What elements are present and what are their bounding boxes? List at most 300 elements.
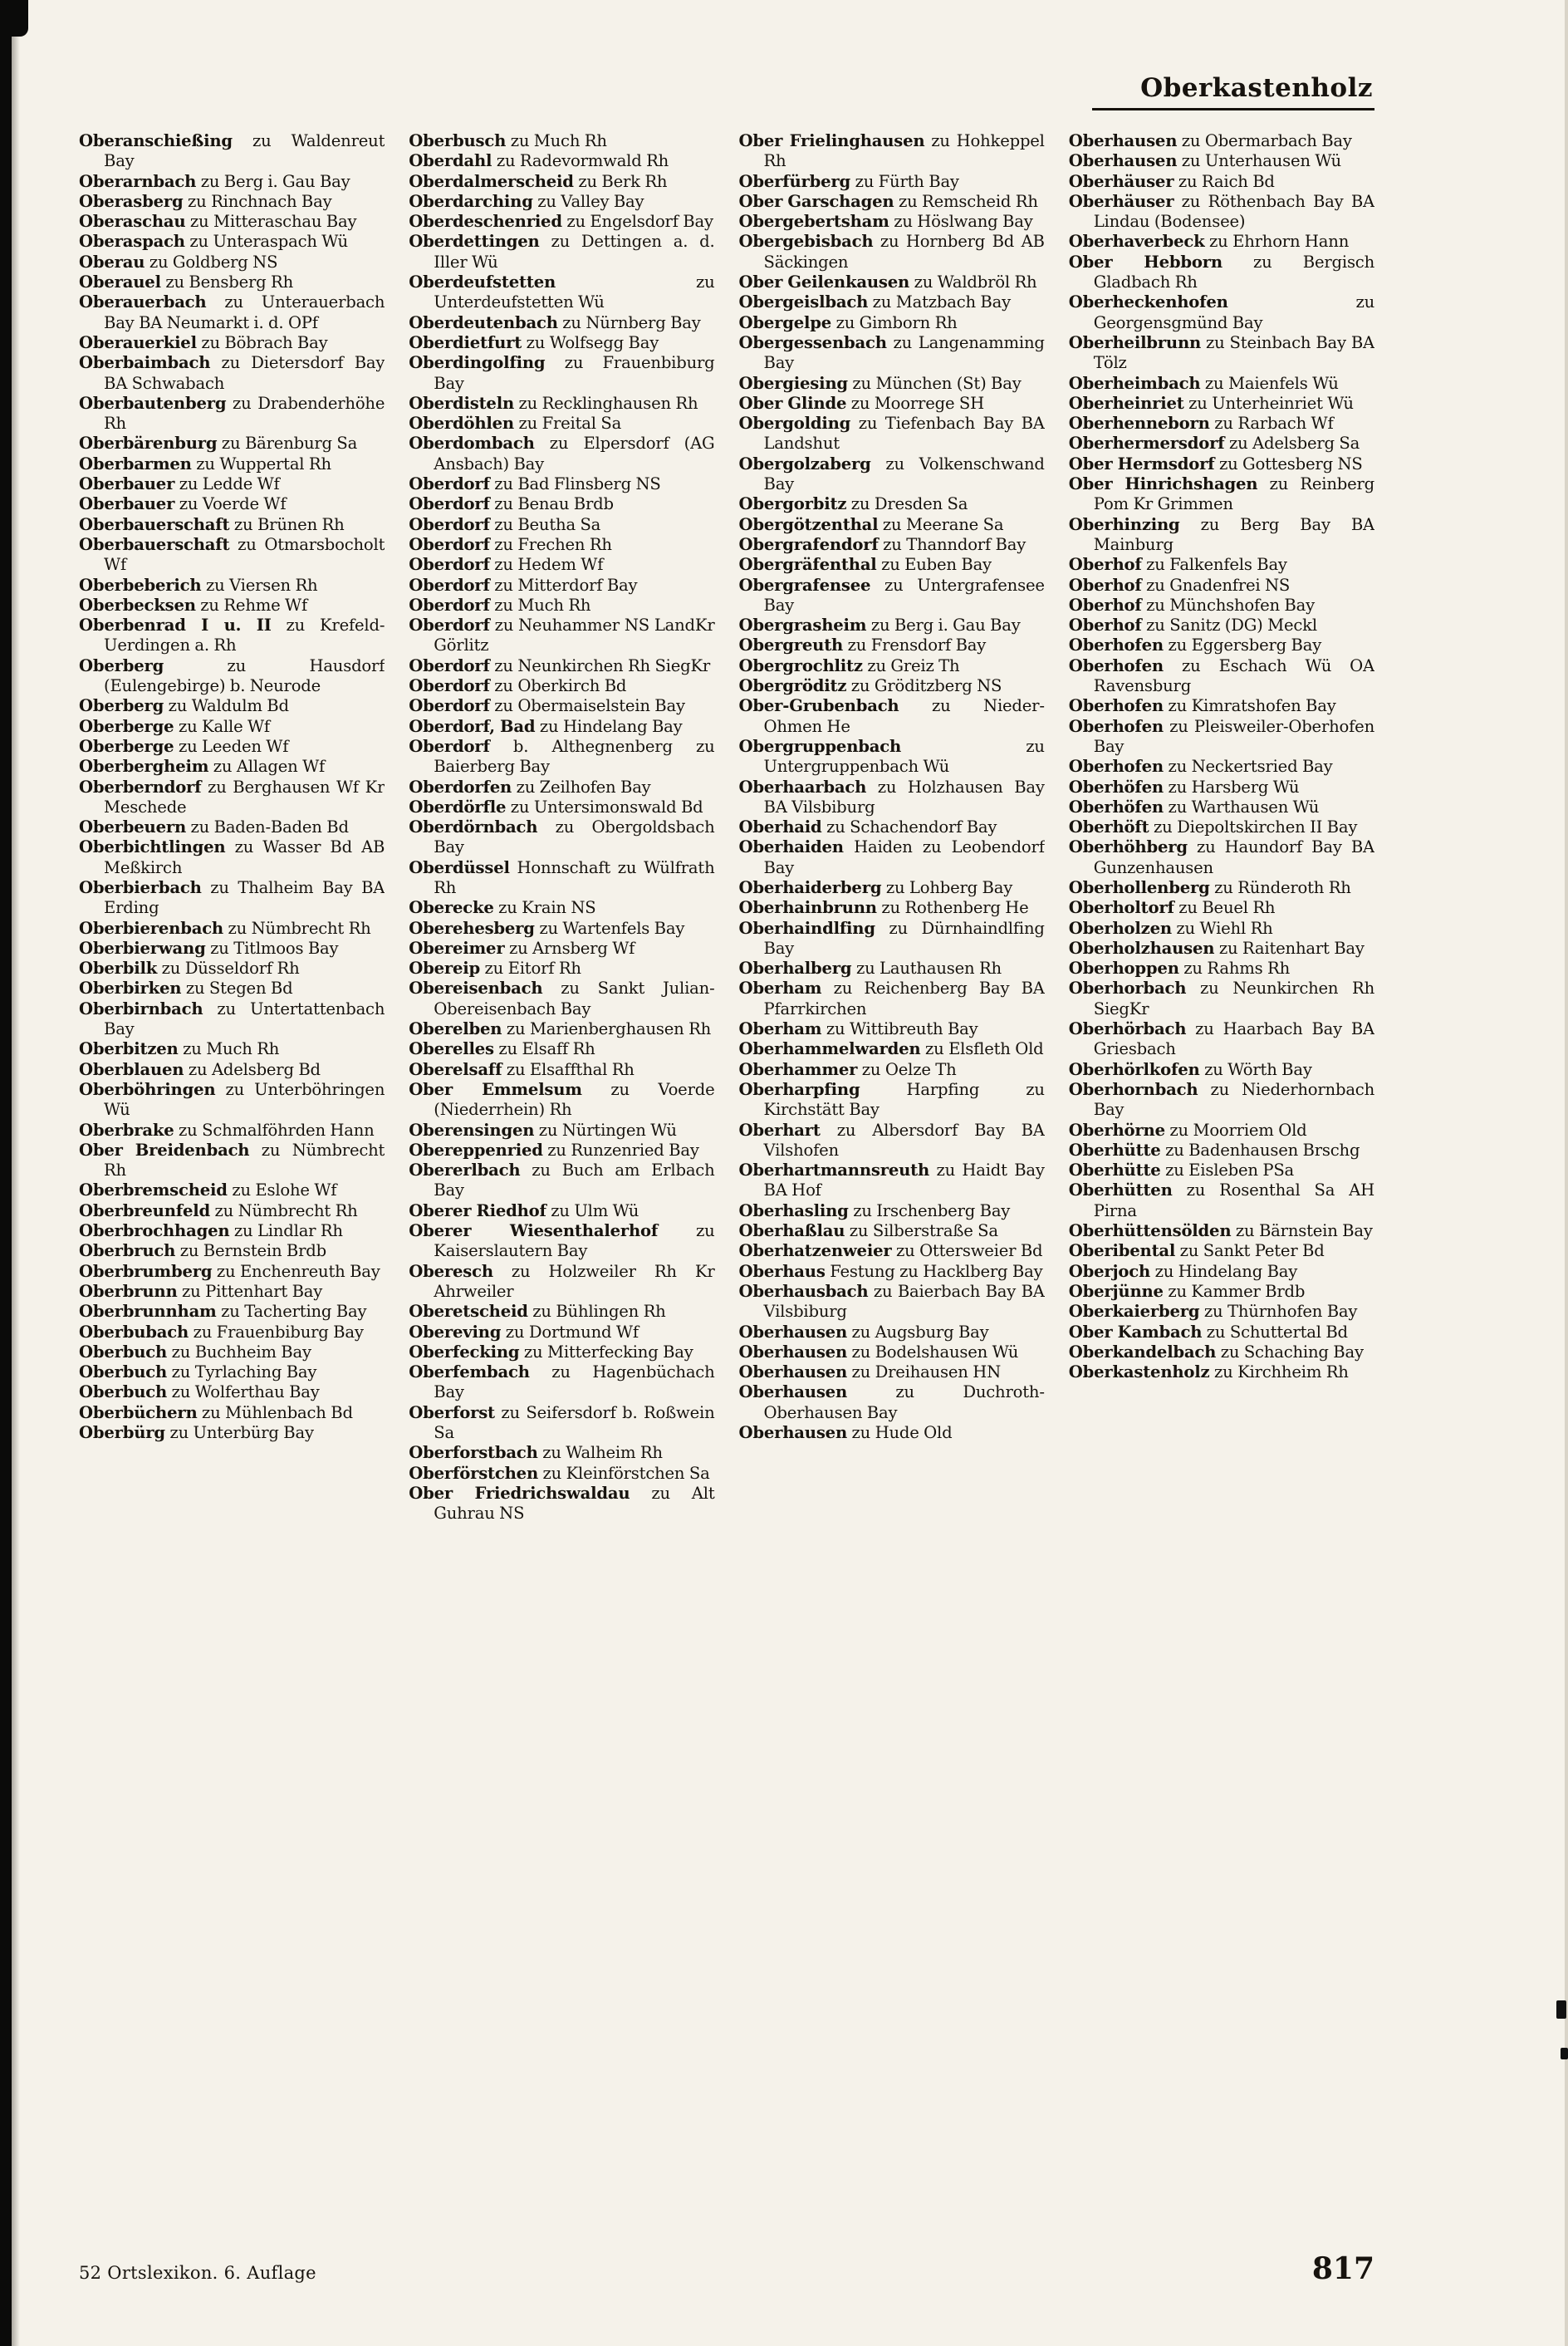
entry-headword: Obergrochlitz (738, 655, 863, 675)
entry-headword: Obergröditz (738, 676, 847, 696)
entry-headword: Oberhainbrunn (738, 898, 877, 918)
entry-headword: Oberhartmannsreuth (738, 1161, 930, 1180)
dictionary-entry: Oberbirnbach zu Untertattenbach Bay (79, 999, 385, 1039)
entry-headword: Oberheimbach (1068, 373, 1201, 393)
entry-headword: Oberbruch (79, 1241, 176, 1261)
dictionary-entry: Oberibental zu Sankt Peter Bd (1068, 1241, 1325, 1261)
dictionary-entry: Oberdorf zu Beutha Sa (409, 514, 601, 534)
entry-headword: Oberhütte (1068, 1140, 1161, 1160)
dictionary-entry: Oberhausen zu Hude Old (738, 1423, 953, 1442)
entry-headword: Oberhausen (1068, 131, 1178, 150)
dict-column (79, 131, 385, 2228)
entry-headword: Oberfürberg (738, 171, 851, 191)
dictionary-entry: Ober Emmelsum zu Voerde (Niederrhein) Rh (409, 1079, 715, 1120)
dictionary-entry: Obergröditz zu Gröditzberg NS (738, 676, 1002, 696)
entry-headword: Oberharpfing (738, 1079, 860, 1099)
dictionary-entry: Oberhausen zu Augsburg Bay (738, 1322, 989, 1342)
entry-headword: Oberkandelbach (1068, 1342, 1217, 1362)
dictionary-entry: Oberau zu Goldberg NS (79, 252, 278, 272)
dictionary-entry: Oberhofen zu Eschach Wü OA Ravensburg (1068, 655, 1374, 696)
entry-headword: Oberhausen (738, 1322, 847, 1342)
dictionary-entry: Oberauerkiel zu Böbrach Bay (79, 332, 328, 352)
dictionary-entry: Oberdingolfing zu Frauenbiburg Bay (409, 353, 715, 393)
dictionary-entry: Oberheckenhofen zu Georgensgmünd Bay (1068, 292, 1374, 332)
entry-headword: Oberbichtlingen (79, 837, 226, 857)
entry-headword: Ober Emmelsum (409, 1079, 582, 1099)
dictionary-entry: Obergrasheim zu Berg i. Gau Bay (738, 616, 1021, 636)
entry-headword: Oberhausen (1068, 151, 1178, 171)
entry-headword: Oberdorf (409, 616, 490, 636)
dictionary-entry: Oberhausbach zu Baierbach Bay BA Vilsbiburg (738, 1281, 1045, 1322)
entry-headword: Oberetscheid (409, 1302, 528, 1322)
entry-headword: Oberforstbach (409, 1443, 538, 1463)
entry-headword: Oberbirnbach (79, 999, 203, 1018)
dictionary-entry: Oberbrake zu Schmalföhrden Hann (79, 1120, 375, 1140)
entry-headword: Oberhaindlfing (738, 918, 875, 938)
dictionary-entry: Oberhof zu Münchshofen Bay (1068, 595, 1315, 615)
entry-headword: Oberelles (409, 1039, 494, 1059)
dictionary-entry: Oberdorf zu Obermaiselstein Bay (409, 696, 685, 716)
entry-headword: Oberhütte (1068, 1161, 1161, 1180)
dictionary-entry: Oberdorf b. Althegnenberg zu Baierberg Bay (409, 736, 715, 777)
dictionary-entry: Oberfecking zu Mitterfecking Bay (409, 1342, 693, 1362)
dictionary-entry: Oberjoch zu Hindelang Bay (1068, 1261, 1298, 1281)
dict-column (739, 131, 1045, 2228)
dictionary-entry: Oberhammelwarden zu Elsfleth Old (738, 1039, 1044, 1059)
entry-headword: Oberauerkiel (79, 332, 197, 352)
dictionary-entry: Ober Geilenkausen zu Waldbröl Rh (738, 272, 1037, 292)
dictionary-entry: Obergorbitz zu Dresden Sa (738, 494, 968, 514)
dictionary-entry: Oberbautenberg zu Drabenderhöhe Rh (79, 393, 385, 434)
dictionary-entry: Oberberg zu Hausdorf (Eulengebirge) b. Neurode (79, 655, 385, 696)
dictionary-entry: Oberdörfle zu Untersimonswald Bd (409, 797, 703, 817)
entry-headword: Oberfembach (409, 1362, 530, 1382)
dictionary-entry: Oberham zu Reichenberg Bay BA Pfarrkirchen (738, 979, 1045, 1018)
dictionary-entry: Oberesch zu Holzweiler Rh Kr Ahrweiler (409, 1261, 715, 1301)
entry-headword: Oberhöfen (1068, 797, 1164, 817)
page-content (79, 73, 1374, 2286)
dictionary-entry: Oberdombach zu Elpersdorf (AG Ansbach) Bay (409, 434, 715, 474)
dictionary-entry: Oberfembach zu Hagenbüchach Bay (409, 1362, 715, 1402)
entry-headword: Oberhof (1068, 595, 1142, 615)
entry-headword: Oberhaiderberg (738, 877, 882, 897)
dictionary-entry: Oberauel zu Bensberg Rh (79, 272, 294, 292)
entry-headword: Oberhofen (1068, 757, 1164, 777)
dictionary-entry: Oberharpfing Harpfing zu Kirchstätt Bay (738, 1079, 1045, 1120)
dictionary-entry: Oberberge zu Kalle Wf (79, 716, 270, 736)
dictionary-entry: Obergeislbach zu Matzbach Bay (738, 292, 1011, 312)
dictionary-entry: Oberbauer zu Voerde Wf (79, 494, 287, 514)
dictionary-entry: Oberjünne zu Kammer Brdb (1068, 1281, 1306, 1301)
dictionary-entry: Oberhütten zu Rosenthal Sa AH Pirna (1068, 1180, 1374, 1220)
dictionary-entry: Oberholzen zu Wiehl Rh (1068, 918, 1273, 938)
entry-headword: Oberbeberich (79, 575, 202, 595)
entry-headword: Oberbrochhagen (79, 1221, 230, 1241)
entry-headword: Oberhinzing (1068, 514, 1180, 534)
dictionary-entry: Oberdettingen zu Dettingen a. d. Iller Wü (409, 232, 715, 272)
entry-headword: Ober Geilenkausen (738, 272, 910, 292)
entry-headword: Oberhaarbach (738, 777, 867, 797)
dictionary-entry: Oberelben zu Marienberghausen Rh (409, 1019, 712, 1039)
dictionary-entry: Obergolding zu Tiefenbach Bay BA Landshut (738, 414, 1045, 454)
dictionary-entry: Oberbrochhagen zu Lindlar Rh (79, 1221, 343, 1241)
dictionary-entry: Obergessenbach zu Langenamming Bay (738, 332, 1045, 373)
dictionary-entry: Obergruppenbach zu Untergruppenbach Wü (738, 736, 1045, 777)
dictionary-entry: Oberdöhlen zu Freital Sa (409, 414, 622, 434)
dictionary-entry: Oberbuch zu Tyrlaching Bay (79, 1362, 317, 1382)
dictionary-entry: Oberhausen zu Dreihausen HN (738, 1362, 1002, 1382)
dictionary-entry: Oberkaierberg zu Thürnhofen Bay (1068, 1302, 1358, 1322)
dictionary-entry: Oberhöfen zu Warthausen Wü (1068, 797, 1320, 817)
entry-headword: Oberbierbach (79, 877, 202, 897)
entry-headword: Oberhofen (1068, 655, 1164, 675)
entry-headword: Oberauel (79, 272, 161, 292)
dictionary-entry: Oberbrumberg zu Enchenreuth Bay (79, 1261, 380, 1281)
dictionary-entry: Ober Hinrichshagen zu Reinberg Pom Kr Grimmen (1068, 474, 1374, 514)
dictionary-entry: Oberhornbach zu Niederhornbach Bay (1068, 1079, 1374, 1120)
dictionary-entry: Oberhörne zu Moorriem Old (1068, 1120, 1307, 1140)
ink-speck (1556, 2000, 1566, 2019)
entry-headword: Oberböhringen (79, 1079, 216, 1099)
dictionary-entry: Oberbrunn zu Pittenhart Bay (79, 1281, 323, 1301)
dictionary-entry: Oberbusch zu Much Rh (409, 131, 607, 150)
entry-headword: Oberhenneborn (1068, 414, 1210, 434)
entry-headword: Oberhaßlau (738, 1221, 845, 1241)
running-head (79, 73, 1374, 111)
entry-headword: Oberbirken (79, 979, 182, 999)
entry-headword: Oberbautenberg (79, 393, 227, 413)
entry-headword: Oberbüchern (79, 1402, 198, 1422)
dictionary-entry: Oberbergheim zu Allagen Wf (79, 757, 326, 777)
entry-headword: Oberdorf (409, 676, 490, 696)
scan-edge-artifact-right (1565, 0, 1568, 2346)
entry-headword: Oberhermersdorf (1068, 434, 1225, 454)
dictionary-entry: Oberhöft zu Diepoltskirchen II Bay (1068, 817, 1358, 837)
entry-headword: Obergötzenthal (738, 514, 879, 534)
dictionary-entry: Oberbichtlingen zu Wasser Bd AB Meßkirch (79, 837, 385, 877)
entry-headword: Oberbusch (409, 131, 507, 150)
entry-headword: Ober Friedrichswaldau (409, 1483, 630, 1503)
dictionary-entry: Obergrafensee zu Untergrafensee Bay (738, 575, 1045, 615)
dictionary-entry: Oberensingen zu Nürtingen Wü (409, 1120, 677, 1140)
dictionary-entry: Oberbärenburg zu Bärenburg Sa (79, 434, 358, 454)
scan-edge-artifact-left (0, 0, 12, 2346)
dictionary-entry: Oberbenrad I u. II zu Krefeld-Uerdingen a. Rh (79, 616, 385, 655)
dictionary-entry: Oberhofen zu Eggersberg Bay (1068, 636, 1322, 655)
entry-headword: Oberbarmen (79, 454, 192, 474)
entry-headword: Obergelpe (738, 312, 832, 332)
dictionary-entry: Oberaschau zu Mitteraschau Bay (79, 212, 357, 232)
dictionary-entry: Oberbeberich zu Viersen Rh (79, 575, 318, 595)
entry-headword: Oberhorbach (1068, 979, 1187, 999)
entry-headword: Oberkastenholz (1068, 1362, 1210, 1382)
entry-headword: Oberbauer (79, 474, 175, 494)
dictionary-entry: Oberhasling zu Irschenberg Bay (738, 1200, 1011, 1220)
dictionary-entry: Oberhartmannsreuth zu Haidt Bay BA Hof (738, 1161, 1045, 1200)
entry-headword: Oberhaid (738, 817, 822, 837)
entry-headword: Oberbauerschaft (79, 514, 230, 534)
entry-headword: Oberdietfurt (409, 332, 522, 352)
dictionary-entry: Oberer Riedhof zu Ulm Wü (409, 1200, 639, 1220)
entry-headword: Ober Glinde (738, 393, 847, 413)
entry-headword: Oberbrunn (79, 1281, 178, 1301)
dictionary-entry: Oberbuch zu Wolferthau Bay (79, 1382, 320, 1402)
entry-headword: Oberham (738, 1019, 822, 1039)
entry-headword: Oberhausbach (738, 1281, 869, 1301)
entry-headword: Oberhöhberg (1068, 837, 1188, 857)
dictionary-entry: Oberhainbrunn zu Rothenberg He (738, 898, 1029, 918)
entry-headword: Oberberg (79, 655, 164, 675)
dictionary-entry: Oberbauer zu Ledde Wf (79, 474, 280, 494)
dictionary-entry: Oberbrunnham zu Tacherting Bay (79, 1302, 367, 1322)
entry-headword: Oberhöft (1068, 817, 1149, 837)
entry-headword: Oberberge (79, 736, 174, 756)
dictionary-entry: Obergebisbach zu Hornberg Bd AB Säckingen (738, 232, 1045, 272)
entry-headword: Obergolding (738, 414, 851, 434)
dictionary-entry: Oberhöhberg zu Haundorf Bay BA Gunzenhausen (1068, 837, 1374, 877)
entry-headword: Ober Hinrichshagen (1068, 474, 1258, 494)
entry-headword: Oberforst (409, 1402, 495, 1422)
dictionary-entry: Oberbaimbach zu Dietersdorf Bay BA Schwabach (79, 353, 385, 393)
entry-headword: Oberheinriet (1068, 393, 1184, 413)
dict-column (1069, 131, 1374, 2228)
dictionary-entry: Oberhorbach zu Neunkirchen Rh SiegKr (1068, 979, 1374, 1018)
dictionary-entry: Oberbeuern zu Baden-Baden Bd (79, 817, 349, 837)
dictionary-entry: Oberholzhausen zu Raitenhart Bay (1068, 938, 1365, 958)
dictionary-entry: Oberhaßlau zu Silberstraße Sa (738, 1221, 998, 1241)
dictionary-columns (79, 131, 1374, 2228)
entry-headword: Oberehesberg (409, 918, 535, 938)
scan-corner-artifact (0, 0, 28, 37)
entry-headword: Ober Hebborn (1068, 252, 1223, 272)
entry-headword: Oberdahl (409, 151, 492, 171)
dictionary-entry: Obergebertsham zu Höslwang Bay (738, 212, 1033, 232)
entry-headword: Oberdorf (409, 534, 490, 554)
entry-headword: Oberdorf (409, 555, 490, 575)
entry-headword: Oberdorf (409, 474, 490, 494)
entry-headword: Oberauerbach (79, 292, 207, 312)
dictionary-entry: Oberhoppen zu Rahms Rh (1068, 959, 1290, 979)
entry-headword: Oberhausen (738, 1423, 847, 1442)
entry-headword: Oberelben (409, 1019, 502, 1039)
dictionary-entry: Oberhausen zu Unterhausen Wü (1068, 151, 1341, 171)
dictionary-entry: Oberdorf zu Bad Flinsberg NS (409, 474, 661, 494)
dictionary-entry: Oberdorf zu Oberkirch Bd (409, 676, 627, 696)
dictionary-entry: Oberhausen zu Bodelshausen Wü (738, 1342, 1019, 1362)
entry-headword: Oberdorf (409, 595, 490, 615)
entry-headword: Oberhöfen (1068, 777, 1164, 797)
dictionary-entry: Oberholtorf zu Beuel Rh (1068, 898, 1276, 918)
dictionary-entry: Oberarnbach zu Berg i. Gau Bay (79, 171, 350, 191)
entry-headword: Oberarnbach (79, 171, 197, 191)
entry-headword: Oberer Wiesenthalerhof (409, 1221, 659, 1241)
entry-headword: Obergruppenbach (738, 736, 902, 756)
dictionary-entry: Oberböhringen zu Unterböhringen Wü (79, 1079, 385, 1120)
entry-headword: Oberhof (1068, 555, 1142, 575)
scan-edge-shadow (12, 0, 20, 2346)
entry-headword: Oberbauerschaft (79, 534, 230, 554)
dictionary-entry: Oberhollenberg zu Ründeroth Rh (1068, 877, 1351, 897)
dictionary-entry: Ober-Grubenbach zu Nieder-Ohmen He (738, 696, 1045, 736)
dictionary-entry: Oberhofen zu Kimratshofen Bay (1068, 696, 1336, 716)
dictionary-entry: Oberhäuser zu Röthenbach Bay BA Lindau (Bodensee) (1068, 191, 1374, 232)
entry-headword: Oberhammelwarden (738, 1039, 921, 1059)
entry-headword: Obergessenbach (738, 332, 887, 352)
entry-headword: Oberhollenberg (1068, 877, 1210, 897)
dictionary-entry: Obergolzaberg zu Volkenschwand Bay (738, 454, 1045, 494)
dictionary-entry: Oberdorf, Bad zu Hindelang Bay (409, 716, 683, 736)
dictionary-entry: Oberdarching zu Valley Bay (409, 191, 644, 211)
entry-headword: Oberbuch (79, 1362, 168, 1382)
dictionary-entry: Oberdorf zu Mitterdorf Bay (409, 575, 638, 595)
entry-headword: Oberfecking (409, 1342, 520, 1362)
dictionary-entry: Oberdorf zu Neuhammer NS LandKr Görlitz (409, 616, 715, 655)
dictionary-entry: Oberdisteln zu Recklinghausen Rh (409, 393, 698, 413)
entry-headword: Oberdorf (409, 494, 490, 514)
dictionary-entry: Oberhof zu Falkenfels Bay (1068, 555, 1287, 575)
dictionary-entry: Oberförstchen zu Kleinförstchen Sa (409, 1463, 710, 1483)
dictionary-entry: Oberhütte zu Eisleben PSa (1068, 1161, 1295, 1180)
entry-headword: Oberdorf (409, 655, 490, 675)
entry-headword: Oberhoppen (1068, 959, 1179, 979)
dictionary-entry: Obergrafendorf zu Thanndorf Bay (738, 534, 1027, 554)
entry-headword: Oberhüttensölden (1068, 1221, 1232, 1241)
entry-headword: Oberhofen (1068, 716, 1164, 736)
entry-headword: Oberdörnbach (409, 817, 538, 837)
dictionary-entry: Oberbüchern zu Mühlenbach Bd (79, 1402, 353, 1422)
entry-headword: Oberblauen (79, 1059, 184, 1079)
entry-headword: Obergreuth (738, 636, 844, 655)
dictionary-entry: Oberhaid zu Schachendorf Bay (738, 817, 997, 837)
entry-headword: Oberer Riedhof (409, 1200, 546, 1220)
entry-headword: Oberdalmerscheid (409, 171, 574, 191)
entry-headword: Oberbubach (79, 1322, 189, 1342)
entry-headword: Oberdarching (409, 191, 533, 211)
dictionary-entry: Ober Glinde zu Moorrege SH (738, 393, 984, 413)
entry-headword: Oberhausen (738, 1362, 847, 1382)
entry-headword: Oberbuch (79, 1382, 168, 1402)
entry-headword: Oberelsaff (409, 1059, 502, 1079)
dictionary-entry: Oberdorf zu Frechen Rh (409, 534, 612, 554)
dictionary-entry: Oberdorf zu Much Rh (409, 595, 591, 615)
entry-headword: Oberdorfen (409, 777, 512, 797)
entry-headword: Oberdombach (409, 434, 535, 454)
entry-headword: Oberhatzenweier (738, 1241, 892, 1261)
dictionary-entry: Ober Breidenbach zu Nümbrecht Rh (79, 1140, 385, 1180)
entry-headword: Obereving (409, 1322, 502, 1342)
dictionary-entry: Oberanschießing zu Waldenreut Bay (79, 131, 385, 171)
dictionary-entry: Oberhöfen zu Harsberg Wü (1068, 777, 1300, 797)
page-number: 817 (1311, 2251, 1374, 2286)
dictionary-entry: Oberdeschenried zu Engelsdorf Bay (409, 212, 713, 232)
entry-headword: Ober Breidenbach (79, 1140, 250, 1160)
dictionary-entry: Oberdorf zu Hedem Wf (409, 555, 604, 575)
dictionary-entry: Oberhörlkofen zu Wörth Bay (1068, 1059, 1312, 1079)
dictionary-entry: Oberdalmerscheid zu Berk Rh (409, 171, 668, 191)
dictionary-entry: Obereimer zu Arnsberg Wf (409, 938, 635, 958)
dictionary-entry: Obergrochlitz zu Greiz Th (738, 655, 960, 675)
entry-headword: Oberhammer (738, 1059, 858, 1079)
entry-headword: Oberberge (79, 716, 174, 736)
entry-headword: Oberhörne (1068, 1120, 1165, 1140)
dictionary-entry: Oberehesberg zu Wartenfels Bay (409, 918, 685, 938)
entry-headword: Oberdeschenried (409, 212, 562, 232)
entry-headword: Oberhaiden (738, 837, 844, 857)
entry-headword: Oberbrunnham (79, 1302, 217, 1322)
entry-headword: Ober Frielinghausen (738, 131, 925, 150)
entry-headword: Obergebertsham (738, 212, 889, 232)
entry-headword: Oberhaus (738, 1261, 826, 1281)
dictionary-entry: Oberdorfen zu Zeilhofen Bay (409, 777, 651, 797)
dictionary-entry: Oberkandelbach zu Schaching Bay (1068, 1342, 1364, 1362)
entry-headword: Oberasberg (79, 191, 184, 211)
entry-headword: Oberbreunfeld (79, 1200, 210, 1220)
dictionary-entry: Oberbauerschaft zu Otmarsbocholt Wf (79, 534, 385, 575)
entry-headword: Oberbilk (79, 959, 158, 979)
entry-headword: Oberjoch (1068, 1261, 1151, 1281)
entry-headword: Oberdorf (409, 696, 490, 716)
dictionary-entry: Oberforstbach zu Walheim Rh (409, 1443, 663, 1463)
dictionary-entry: Oberhäuser zu Raich Bd (1068, 171, 1275, 191)
entry-headword: Oberhart (738, 1120, 821, 1140)
dictionary-entry: Oberdüssel Honnschaft zu Wülfrath Rh (409, 857, 715, 897)
entry-headword: Oberbergheim (79, 757, 209, 777)
entry-headword: Obererlbach (409, 1161, 521, 1180)
dictionary-entry: Oberhaindlfing zu Dürnhaindlfing Bay (738, 918, 1045, 958)
dictionary-entry: Oberdietfurt zu Wolfsegg Bay (409, 332, 659, 352)
entry-headword: Oberbaimbach (79, 353, 211, 373)
dictionary-entry: Oberhart zu Albersdorf Bay BA Vilshofen (738, 1120, 1045, 1160)
entry-headword: Oberbrumberg (79, 1261, 213, 1281)
entry-headword: Oberesch (409, 1261, 493, 1281)
entry-headword: Oberhofen (1068, 696, 1164, 716)
entry-headword: Oberecke (409, 898, 494, 918)
entry-headword: Oberjünne (1068, 1281, 1164, 1301)
entry-headword: Oberhofen (1068, 636, 1164, 655)
entry-headword: Oberhörlkofen (1068, 1059, 1200, 1079)
entry-headword: Oberkaierberg (1068, 1302, 1200, 1322)
dictionary-entry: Oberhaiderberg zu Lohberg Bay (738, 877, 1013, 897)
dictionary-entry: Oberfürberg zu Fürth Bay (738, 171, 959, 191)
dictionary-entry: Obergreuth zu Frensdorf Bay (738, 636, 987, 655)
entry-headword: Obergorbitz (738, 494, 847, 514)
dictionary-entry: Obereisenbach zu Sankt Julian-Obereisenbach Bay (409, 979, 715, 1018)
dictionary-entry: Oberhof zu Sanitz (DG) Meckl (1068, 616, 1317, 636)
entry-headword: Oberholzhausen (1068, 938, 1215, 958)
entry-headword: Oberdörfle (409, 797, 507, 817)
dictionary-entry: Oberbauerschaft zu Brünen Rh (79, 514, 345, 534)
dictionary-entry: Oberdorf zu Neunkirchen Rh SiegKr (409, 655, 711, 675)
dictionary-entry: Oberbirken zu Stegen Bd (79, 979, 293, 999)
dictionary-entry: Ober Garschagen zu Remscheid Rh (738, 191, 1038, 211)
running-head-word: Oberkastenholz (1092, 73, 1374, 110)
dictionary-entry: Ober Frielinghausen zu Hohkeppel Rh (738, 131, 1045, 171)
dictionary-entry: Oberasberg zu Rinchnach Bay (79, 191, 332, 211)
entry-headword: Oberbrake (79, 1120, 174, 1140)
page-footer (79, 2251, 1374, 2286)
entry-headword: Oberdorf (409, 736, 490, 756)
dictionary-entry: Oberbubach zu Frauenbiburg Bay (79, 1322, 364, 1342)
entry-headword: Ober-Grubenbach (738, 696, 899, 716)
entry-headword: Oberhalberg (738, 959, 852, 979)
dictionary-entry: Oberbitzen zu Much Rh (79, 1039, 280, 1059)
entry-headword: Obergrafensee (738, 575, 871, 595)
entry-headword: Oberdettingen (409, 232, 540, 252)
entry-headword: Obereppenried (409, 1140, 543, 1160)
entry-headword: Obergebisbach (738, 232, 874, 252)
entry-headword: Oberbitzen (79, 1039, 179, 1059)
entry-headword: Oberheckenhofen (1068, 292, 1228, 312)
